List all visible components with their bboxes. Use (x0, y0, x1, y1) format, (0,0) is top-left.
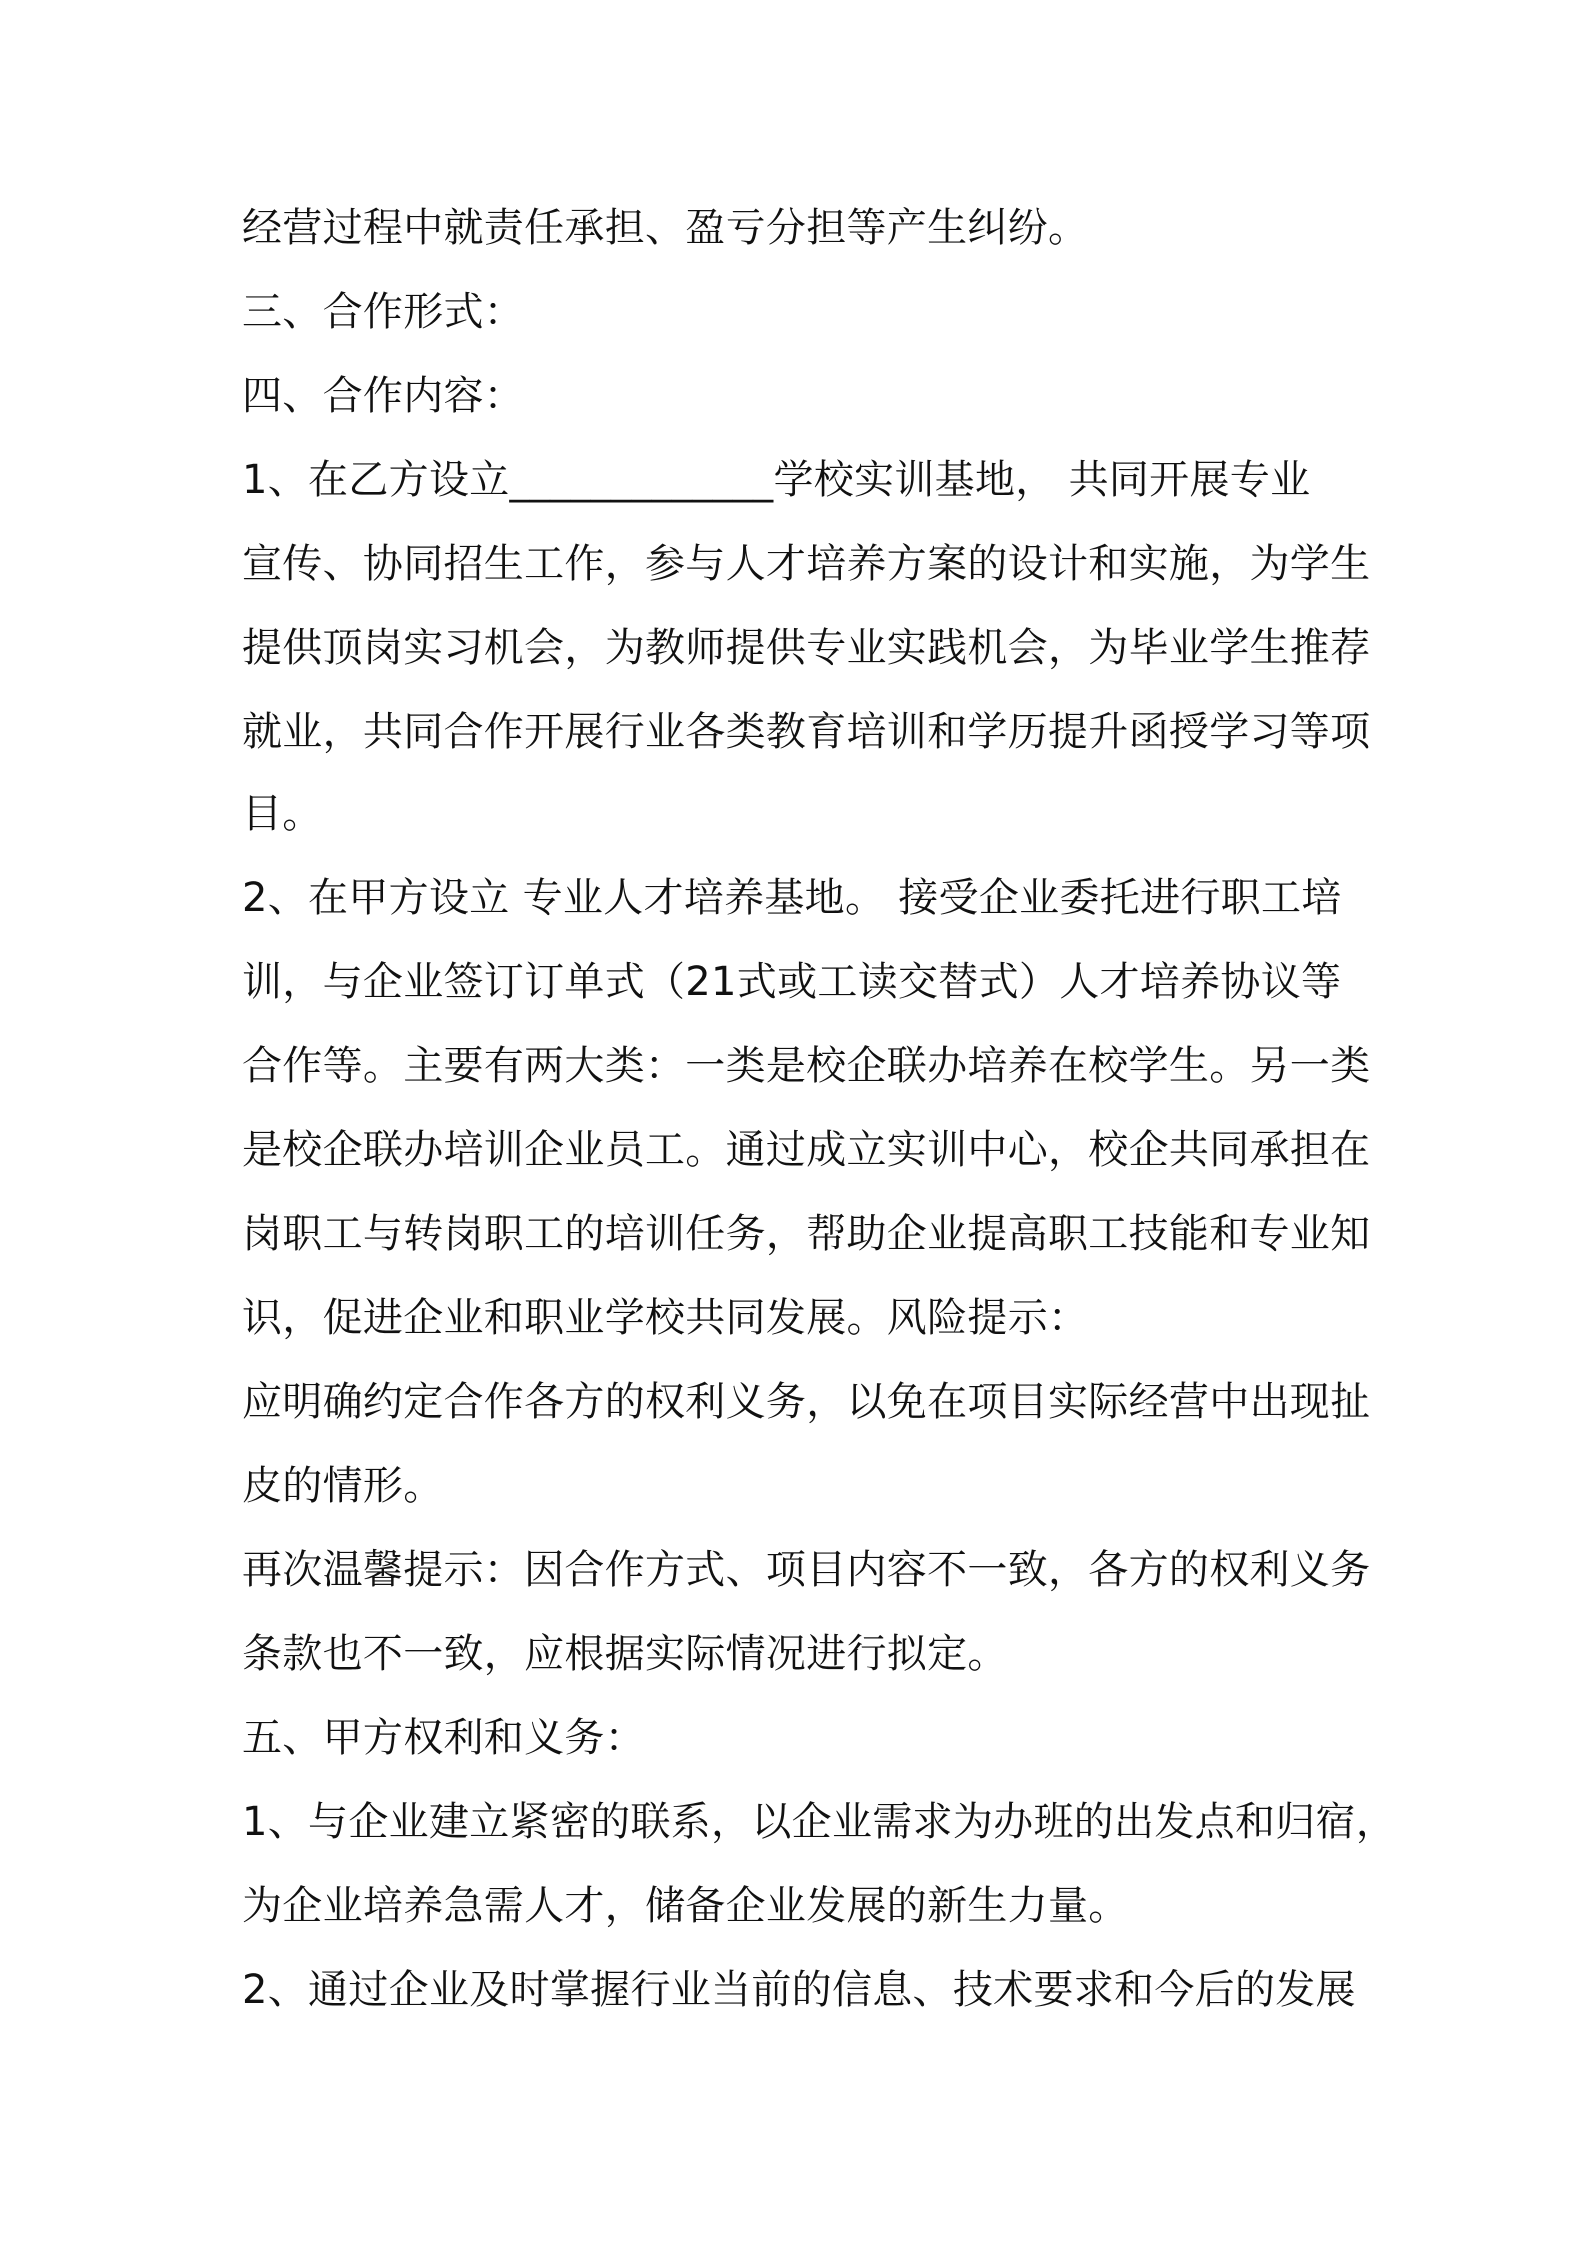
text-line-9: 2、在甲方设立 专业人才培养基地。 接受企业委托进行职工培 (242, 875, 1342, 921)
text-line-8: 目。 (242, 791, 323, 837)
text-line-13: 岗职工与转岗职工的培训任务，帮助企业提高职工技能和专业知 (242, 1211, 1371, 1257)
section-heading-4: 四、合作内容： (242, 373, 525, 419)
text-line-12: 是校企联办培训企业员工。通过成立实训中心，校企共同承担在 (242, 1127, 1371, 1173)
text-line-22: 2、通过企业及时掌握行业当前的信息、技术要求和今后的发展 (242, 1967, 1356, 2013)
text-line-20: 1、与企业建立紧密的联系，以企业需求为办班的出发点和归宿， (242, 1799, 1397, 1845)
text-line-16: 皮的情形。 (242, 1463, 444, 1509)
text-line-7: 就业，共同合作开展行业各类教育培训和学历提升函授学习等项 (242, 709, 1371, 755)
text-line-21: 为企业培养急需人才，储备企业发展的新生力量。 (242, 1883, 1129, 1929)
text-line-1: 经营过程中就责任承担、盈亏分担等产生纠纷。 (242, 205, 1089, 251)
text-line-11: 合作等。主要有两大类：一类是校企联办培养在校学生。另一类 (242, 1043, 1371, 1089)
text-line-6: 提供顶岗实习机会，为教师提供专业实践机会，为毕业学生推荐 (242, 625, 1371, 671)
text-line-17: 再次温馨提示：因合作方式、项目内容不一致，各方的权利义务 (242, 1547, 1371, 1593)
text-line-14: 识，促进企业和职业学校共同发展。风险提示： (242, 1295, 1089, 1341)
text-line-18: 条款也不一致，应根据实际情况进行拟定。 (242, 1631, 1008, 1677)
text-line-10: 训，与企业签订订单式（21式或工读交替式）人才培养协议等 (242, 959, 1342, 1005)
text-line-4: 1、在乙方设立_____________学校实训基地， 共同开展专业 (242, 457, 1311, 503)
text-line-15: 应明确约定合作各方的权利义务，以免在项目实际经营中出现扯 (242, 1379, 1371, 1425)
section-heading-5: 五、甲方权利和义务： (242, 1715, 645, 1761)
section-heading-3: 三、合作形式： (242, 289, 525, 335)
text-line-5: 宣传、协同招生工作，参与人才培养方案的设计和实施，为学生 (242, 541, 1371, 587)
